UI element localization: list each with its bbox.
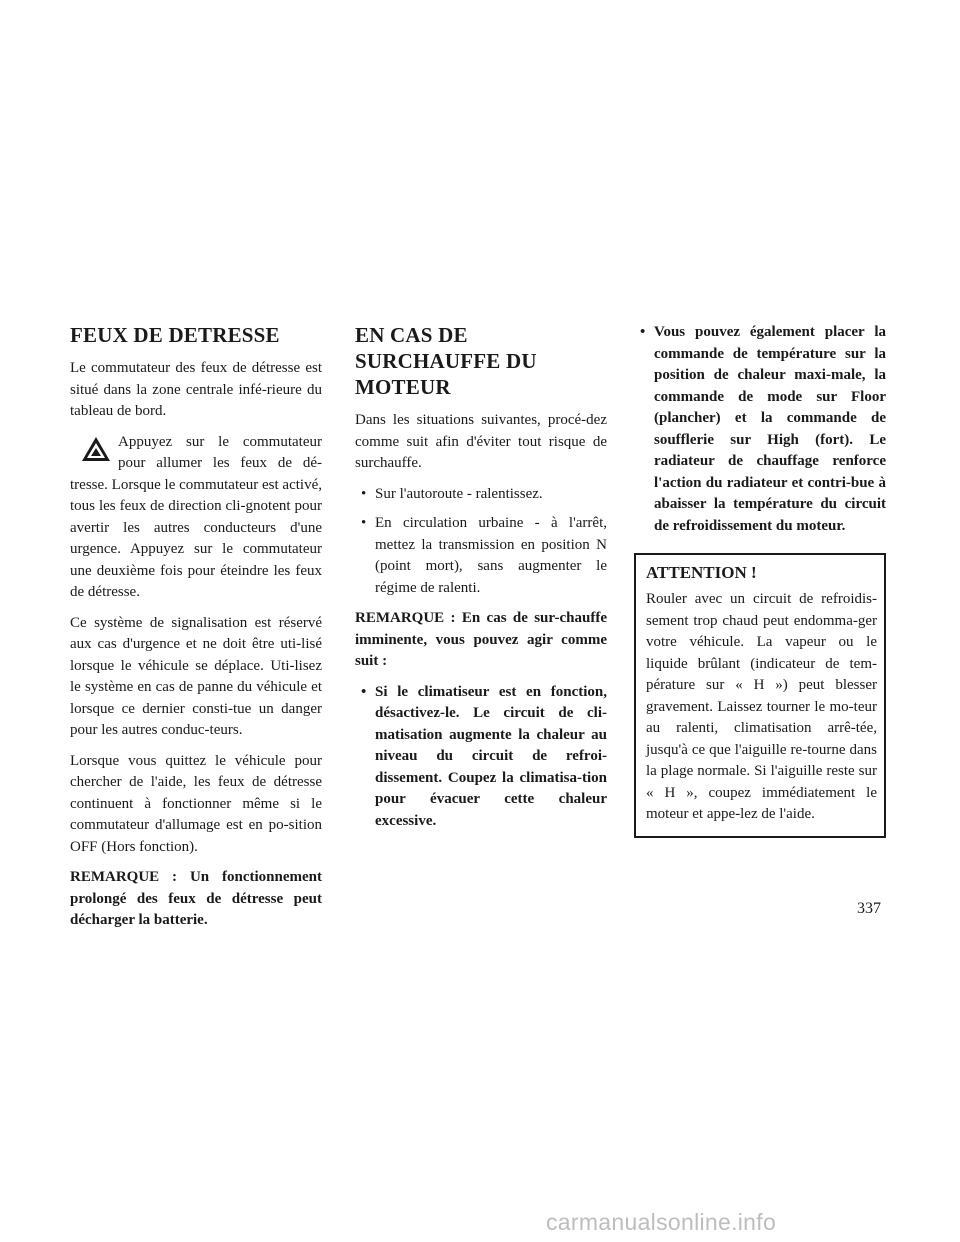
caution-box (634, 553, 886, 838)
note-imminent-overheat: REMARQUE : En cas de sur-chauffe imminente, vous pouvez agir comme suit : (355, 610, 607, 669)
caution-title: ATTENTION ! (646, 563, 757, 582)
paragraph-emergency-use: Ce système de signalisation est réservé aux cas d'urgence et ne doit être uti-lisé lorsque le véhicule se déplace. Uti-lisez le système en cas de panne du véhicule et lorsque ce dernier consti-tue un danger pour les autres conduc-teurs. (70, 614, 322, 738)
watermark: carmanualsonline.info (546, 1209, 777, 1235)
column-engine-overheating (355, 322, 607, 841)
list-overheat-actions-continued (634, 322, 886, 537)
bullet-mark: • (640, 324, 646, 340)
hazard-warning-triangle-icon (70, 434, 114, 464)
paragraph-overheat-intro: Dans les situations suivantes, procé-dez comme suit afin d'éviter tout risque de surchauffe. (355, 412, 607, 471)
section-heading-hazard-lights: FEUX DE DETRESSE (70, 323, 280, 347)
list-item: • Si le climatiseur est en fonction, désactivez-le. Le circuit de cli-matisation augmente la chaleur au niveau du circuit de refroi-dissement. Coupez la climatisa-tion pour évacuer cette chaleur excessive. (361, 683, 607, 829)
list-item: • Vous pouvez également placer la commande de température sur la position de chaleur maxi-male, la commande de mode sur Floor (plancher) et la commande de soufflerie sur High (fort). Le radiateur de chauffage renforce l'action du radiateur et contri-bue à abaisser la température du circuit de refroidissement du moteur. (640, 324, 886, 534)
caution-text: Rouler avec un circuit de refroidis-sement trop chaud peut endomma-ger votre véhicule. La vapeur ou le liquide brûlant (indicateur de tem-pérature sur « H ») peut blesser gravement. Laissez tourner le mo-teur au ralenti, climatisation arrê-tée, jusqu'à ce que l'aiguille re-tourne dans la plage normale. Si l'aiguille reste sur « H », coupez immédiatement le moteur et appe-lez de l'aide. (646, 591, 877, 822)
section-heading-engine-overheating: EN CAS DE SURCHAUFFE DU MOTEUR (355, 323, 537, 399)
paragraph-switch-location: Le commutateur des feux de détresse est situé dans la zone centrale infé-rieure du tableau de bord. (70, 360, 322, 419)
list-item: • Sur l'autoroute - ralentissez. (355, 484, 607, 506)
paragraph-hazard-usage (70, 432, 322, 604)
list-overheat-actions (355, 682, 607, 833)
paragraph-leaving-vehicle: Lorsque vous quittez le véhicule pour chercher de l'aide, les feux de détresse continuent à fonctionner même si le commutateur d'allumage est en po-sition OFF (Hors fonction). (70, 752, 322, 855)
note-battery-drain: REMARQUE : Un fonctionnement prolongé des feux de détresse peut décharger la batterie. (70, 869, 322, 928)
bullet-mark: • (361, 515, 367, 531)
column-overheating-continued (634, 322, 886, 838)
list-overheat-situations (355, 484, 607, 600)
bullet-mark: • (361, 683, 367, 700)
column-hazard-lights (70, 322, 322, 941)
list-item: • En circulation urbaine - à l'arrêt, mettez la transmission en position N (point mort), sans augmenter le régime de ralenti. (361, 515, 607, 596)
page-number: 337 (857, 900, 881, 917)
bullet-mark: • (361, 485, 367, 502)
paragraph-hazard-activation: Appuyez sur le commutateur pour allumer les feux de dé-tresse. Lorsque le commutateur est activé, tous les feux de direction cli-gnotent pour avertir les autres conducteurs d'une urgence. Appuyez sur le commutateur une deuxième fois pour éteindre les feux de détresse. (70, 433, 322, 600)
